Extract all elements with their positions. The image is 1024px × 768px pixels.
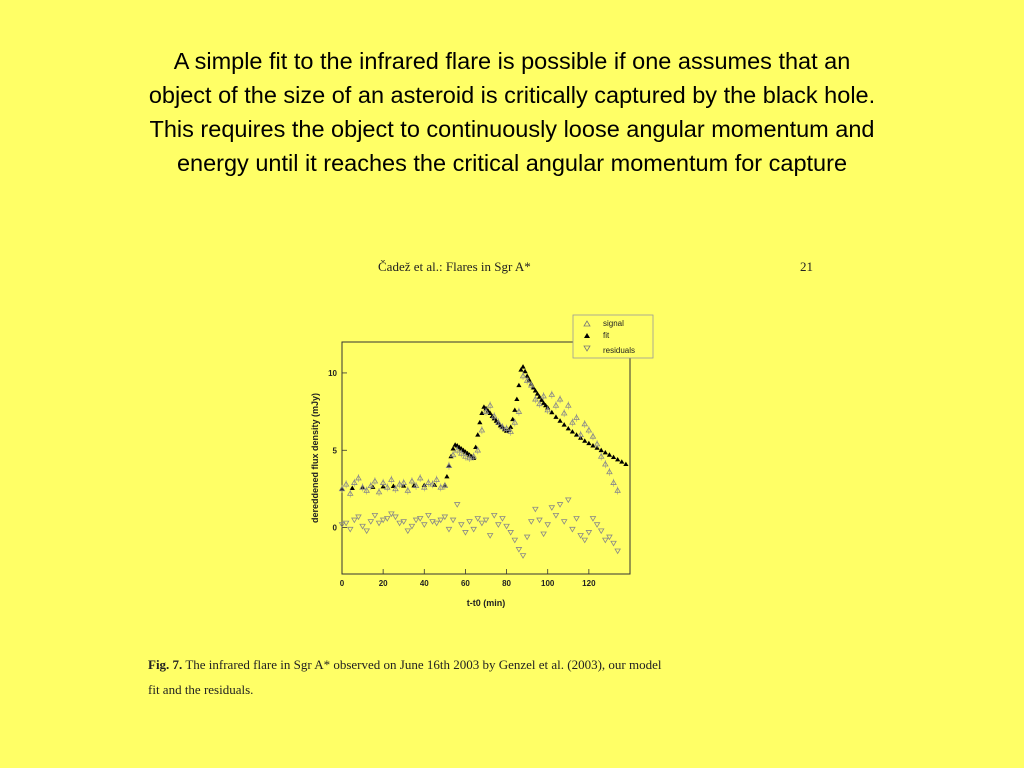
residuals-point: [496, 523, 501, 527]
residuals-point: [566, 498, 571, 502]
residuals-point: [516, 547, 521, 551]
fit-point: [615, 457, 620, 461]
fit-point: [475, 432, 480, 436]
residuals-point: [615, 549, 620, 553]
residuals-point: [525, 535, 530, 539]
residuals-point: [562, 520, 567, 524]
legend-fit-label: fit: [603, 331, 610, 340]
fit-point: [514, 397, 519, 401]
x-tick-label: 40: [419, 579, 429, 588]
fit-point: [582, 438, 587, 442]
x-tick-label: 80: [502, 579, 512, 588]
residuals-point: [459, 523, 464, 527]
residuals-point: [545, 523, 550, 527]
x-tick-label: 100: [541, 579, 555, 588]
residuals-point: [368, 520, 373, 524]
fit-point: [516, 383, 521, 387]
residuals-point: [352, 518, 357, 522]
caption-text: The infrared flare in Sgr A* observed on June 16th 2003 by Genzel et al. (2003), our model: [185, 657, 662, 672]
fit-point: [520, 364, 525, 368]
residuals-point: [405, 529, 410, 533]
slide-title-line: energy until it reaches the critical angular momentum for capture: [176, 150, 848, 176]
legend-residuals-label: residuals: [603, 346, 636, 355]
residuals-point: [471, 527, 476, 531]
fit-point: [586, 441, 591, 445]
residuals-point: [504, 524, 509, 528]
residuals-point: [578, 534, 583, 538]
legend-signal-label: signal: [603, 319, 624, 328]
residuals-point: [446, 527, 451, 531]
residuals-point: [479, 521, 484, 525]
residuals-point: [360, 524, 365, 528]
slide-title-line: A simple fit to the infrared flare is possible if one assumes that an: [173, 48, 851, 74]
residuals-point: [348, 527, 353, 531]
residuals-point: [463, 530, 468, 534]
fit-point: [444, 474, 449, 478]
residuals-point: [422, 523, 427, 527]
fit-point: [562, 422, 567, 426]
x-tick-label: 20: [378, 579, 388, 588]
residuals-point: [529, 520, 534, 524]
residuals-point: [574, 517, 579, 521]
residuals-point: [549, 506, 554, 510]
residuals-point: [426, 513, 431, 517]
residuals-point: [450, 518, 455, 522]
fit-point: [512, 407, 517, 411]
residuals-point: [603, 538, 608, 542]
residuals-point: [570, 527, 575, 531]
fit-point: [570, 429, 575, 433]
fit-point: [557, 418, 562, 422]
x-tick-label: 120: [582, 579, 596, 588]
fit-point: [603, 450, 608, 454]
y-tick-label: 5: [332, 446, 337, 456]
residuals-point: [467, 520, 472, 524]
residuals-point: [364, 529, 369, 533]
residuals-point: [611, 541, 616, 545]
x-tick-label: 0: [339, 579, 345, 588]
x-tick-label: 60: [460, 579, 470, 588]
y-tick-label: 10: [328, 368, 337, 378]
chart-marks: [339, 364, 628, 558]
figure-caption: [148, 652, 828, 702]
residuals-point: [413, 518, 418, 522]
residuals-point: [409, 524, 414, 528]
residuals-point: [488, 534, 493, 538]
residuals-point: [434, 521, 439, 525]
fit-point: [477, 420, 482, 424]
x-axis-label: t-t0 (min): [466, 598, 506, 608]
residuals-point: [393, 515, 398, 519]
fit-point: [566, 426, 571, 430]
residuals-point: [492, 513, 497, 517]
fit-point: [607, 452, 612, 456]
residuals-point: [594, 523, 599, 527]
residuals-point: [397, 521, 402, 525]
slide-title-line: object of the size of an asteroid is critically captured by the black hole.: [148, 82, 876, 108]
y-tick-label: 0: [332, 523, 337, 533]
residuals-point: [557, 503, 562, 507]
fit-point: [553, 414, 558, 418]
residuals-point: [520, 554, 525, 558]
residuals-point: [599, 529, 604, 533]
residuals-point: [541, 532, 546, 536]
y-axis-label: dereddened flux density (mJy): [310, 392, 320, 524]
paper-page-number: 21: [800, 259, 813, 274]
residuals-point: [512, 538, 517, 542]
flare-chart: [300, 305, 680, 615]
residuals-point: [537, 518, 542, 522]
residuals-point: [590, 517, 595, 521]
residuals-point: [553, 513, 558, 517]
fit-point: [599, 448, 604, 452]
slide-title: [40, 44, 984, 180]
paper-running-header: Čadež et al.: Flares in Sgr A*: [378, 259, 531, 274]
residuals-point: [455, 503, 460, 507]
slide-title-line: This requires the object to continuously loose angular momentum and: [149, 116, 875, 142]
fit-point: [450, 446, 455, 450]
legend: [573, 315, 653, 358]
residuals-point: [376, 521, 381, 525]
caption-text-continued: fit and the residuals.: [148, 682, 254, 697]
flare-figure: [300, 305, 680, 615]
fit-point: [611, 455, 616, 459]
residuals-point: [500, 517, 505, 521]
fit-point: [619, 459, 624, 463]
residuals-point: [582, 538, 587, 542]
residuals-point: [475, 517, 480, 521]
fit-point: [623, 462, 628, 466]
residuals-point: [372, 513, 377, 517]
residuals-point: [508, 530, 513, 534]
residuals-point: [533, 507, 538, 511]
residuals-point: [586, 530, 591, 534]
caption-label: Fig. 7.: [148, 657, 183, 672]
